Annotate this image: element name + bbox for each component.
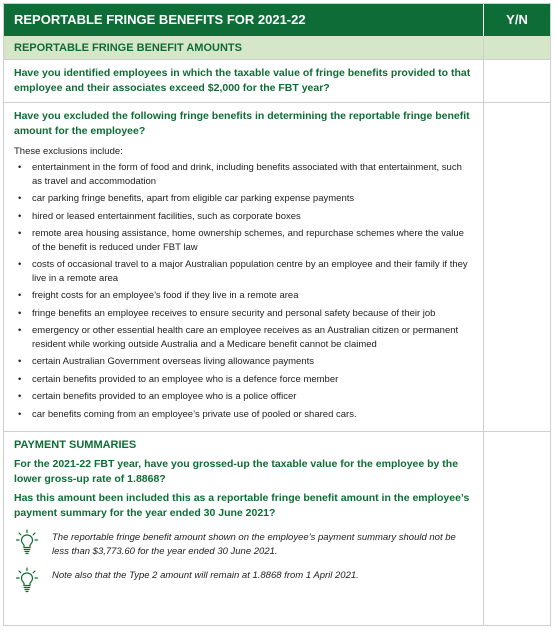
yn-answer-cell-2[interactable] [483,103,550,431]
tip-text: Note also that the Type 2 amount will remain at 1.8868 from 1 April 2021. [52,570,359,581]
lightbulb-icon [16,567,38,593]
checklist-table [3,3,551,626]
list-item: • costs of occasional travel to a major Australian population centre by an employee and their family if they live in a remote area [14,258,473,285]
section-subheader-title: REPORTABLE FRINGE BENEFIT AMOUNTS [14,42,242,54]
list-item: • certain benefits provided to an employee who is a police officer [14,390,473,404]
table-header [4,4,550,36]
tip-note-type2 [14,567,473,593]
exclusions-intro: These exclusions include: [14,146,123,157]
list-item: • certain Australian Government overseas living allowance payments [14,355,473,369]
exclusions-list [14,161,473,421]
list-item: • emergency or other essential health care an employee receives as an Australian citizen or permanent resident while working outside Australia and a Medicare benefit cannot be claimed [14,324,473,351]
tip-note-amount [14,529,473,559]
yn-cell-blank [483,36,550,59]
list-item: • car parking fringe benefits, apart from eligible car parking expense payments [14,192,473,206]
question-exclusions-text: Have you excluded the following fringe benefits in determining the reportable fringe benefit amount for the employee? [14,110,470,137]
question-grossup-text: For the 2021-22 FBT year, have you grossed-up the taxable value for the employee by the lower gross-up rate of 1.8868? [14,458,459,485]
question-row-exclusions [4,103,550,432]
list-item: • certain benefits provided to an employee who is a defence force member [14,373,473,387]
table-title: REPORTABLE FRINGE BENEFITS FOR 2021-22 [14,12,306,27]
tip-text: The reportable fringe benefit amount shown on the employee’s payment summary should not be less than $3,773.60 for the year ended 30 June 2021. [52,532,456,557]
section-subheader [4,36,550,60]
question-threshold-text: Have you identified employees in which the taxable value of fringe benefits provided to that employee and their associates exceed $2,000 for the FBT year? [14,67,471,94]
yn-column-header: Y/N [483,4,550,36]
lightbulb-icon [16,529,38,555]
list-item: • hired or leased entertainment facilities, such as corporate boxes [14,210,473,224]
list-item: • freight costs for an employee’s food if they live in a remote area [14,289,473,303]
payment-summaries-heading: PAYMENT SUMMARIES [14,439,137,451]
question-included-text: Has this amount been included this as a reportable fringe benefit amount in the employee’s payment summary for the year ended 30 June 2021? [14,492,470,519]
list-item: • remote area housing assistance, home ownership schemes, and repurchase schemes where the value of the benefit is reduced under FBT law [14,227,473,254]
question-row-threshold [4,60,550,103]
list-item: • car benefits coming from an employee’s private use of pooled or shared cars. [14,408,473,422]
yn-answer-cell-3[interactable] [483,432,550,626]
payment-summaries-row [4,432,550,626]
list-item: • fringe benefits an employee receives to ensure security and personal safety because of their job [14,307,473,321]
list-item: • entertainment in the form of food and drink, including benefits associated with that entertainment, such as travel and accommodation [14,161,473,188]
yn-answer-cell-1[interactable] [483,60,550,102]
